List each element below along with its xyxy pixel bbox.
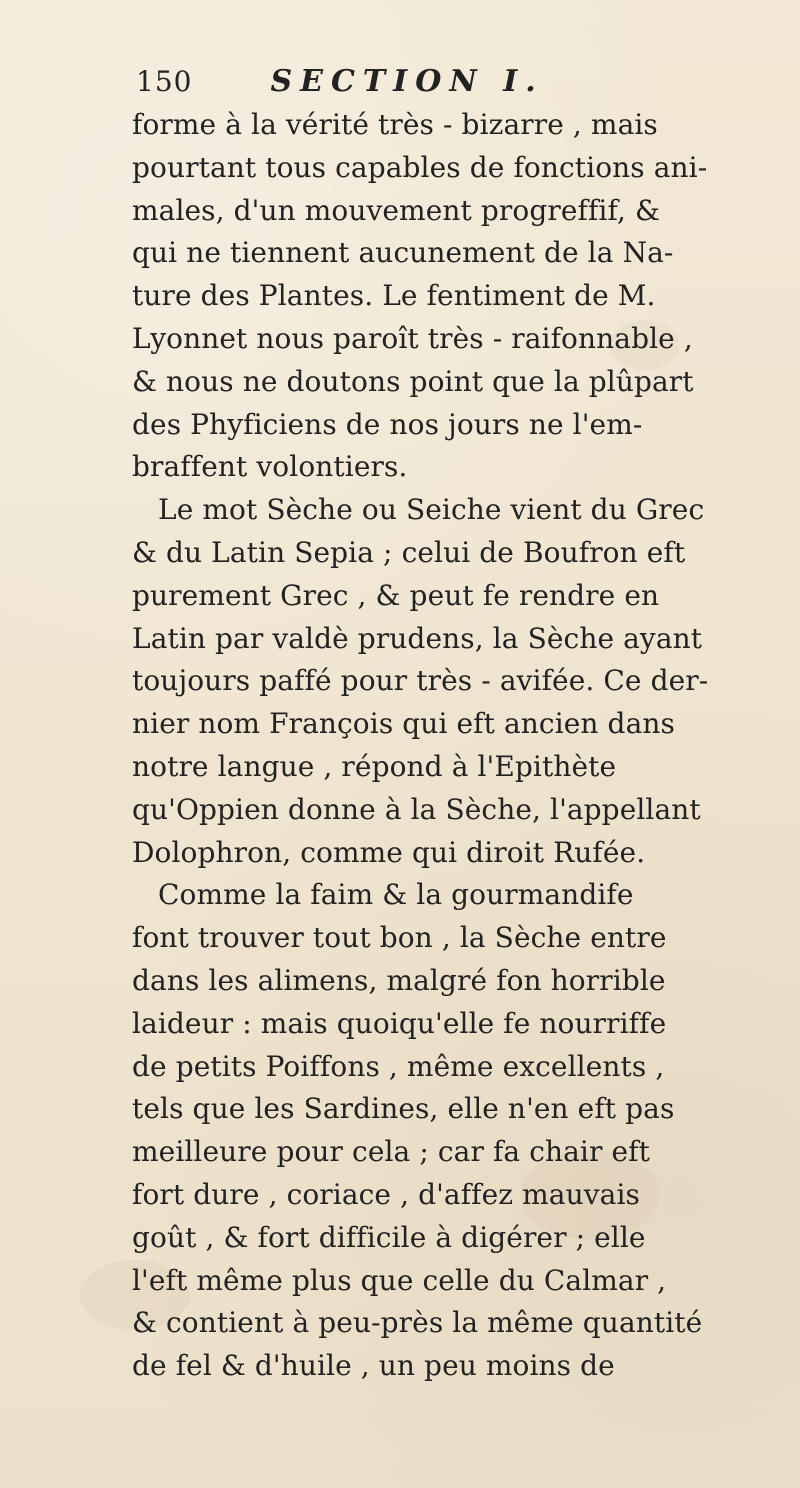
text-line-30: de fel & d'huile , un peu moins de [132,1349,615,1383]
body-text [132,104,744,1388]
text-line-9: braffent volontiers. [132,450,408,484]
text-line-25: meilleure pour cela ; car fa chair eft [132,1135,650,1169]
text-line-3: males, d'un mouvement progreffif, & [132,193,660,227]
page-header [136,64,696,106]
text-line-8: des Phyficiens de nos jours ne l'em- [132,407,643,441]
text-line-21: dans les alimens, malgré fon horrible [132,963,666,997]
text-line-22: laideur : mais quoiqu'elle fe nourriffe [132,1006,667,1040]
text-line-6: Lyonnet nous paroît très - raifonnable , [132,321,693,355]
text-line-18: Dolophron, comme qui diroit Rufée. [132,835,646,869]
text-line-19: Comme la faim & la gourmandife [158,878,634,912]
text-line-13: Latin par valdè prudens, la Sèche ayant [132,621,703,655]
text-line-12: purement Grec , & peut fe rendre en [132,578,660,612]
text-line-10: Le mot Sèche ou Seiche vient du Grec [158,493,705,527]
text-line-11: & du Latin Sepia ; celui de Boufron eft [132,535,686,569]
text-line-14: toujours paffé pour très - avifée. Ce der- [132,664,709,698]
text-line-23: de petits Poiffons , même excellents , [132,1049,665,1083]
text-line-5: ture des Plantes. Le fentiment de M. [132,279,656,313]
text-line-29: & contient à peu-près la même quantité [132,1306,703,1340]
text-line-24: tels que les Sardines, elle n'en eft pas [132,1092,675,1126]
page-number: 150 [136,65,193,98]
text-line-15: nier nom François qui eft ancien dans [132,707,675,741]
text-line-4: qui ne tiennent aucunement de la Na- [132,236,674,270]
text-line-1: forme à la vérité très - bizarre , mais [132,108,658,141]
text-line-27: goût , & fort difficile à digérer ; elle [132,1220,646,1254]
text-line-2: pourtant tous capables de fonctions ani- [132,150,708,184]
text-line-20: font trouver tout bon , la Sèche entre [132,921,667,955]
text-line-28: l'eft même plus que celle du Calmar , [132,1263,667,1297]
text-line-17: qu'Oppien donne à la Sèche, l'appellant [132,792,701,826]
running-head: SECTION I. [270,64,544,99]
text-line-7: & nous ne doutons point que la plûpart [132,364,694,398]
text-line-26: fort dure , coriace , d'affez mauvais [132,1177,640,1211]
text-line-16: notre langue , répond à l'Epithète [132,749,617,783]
